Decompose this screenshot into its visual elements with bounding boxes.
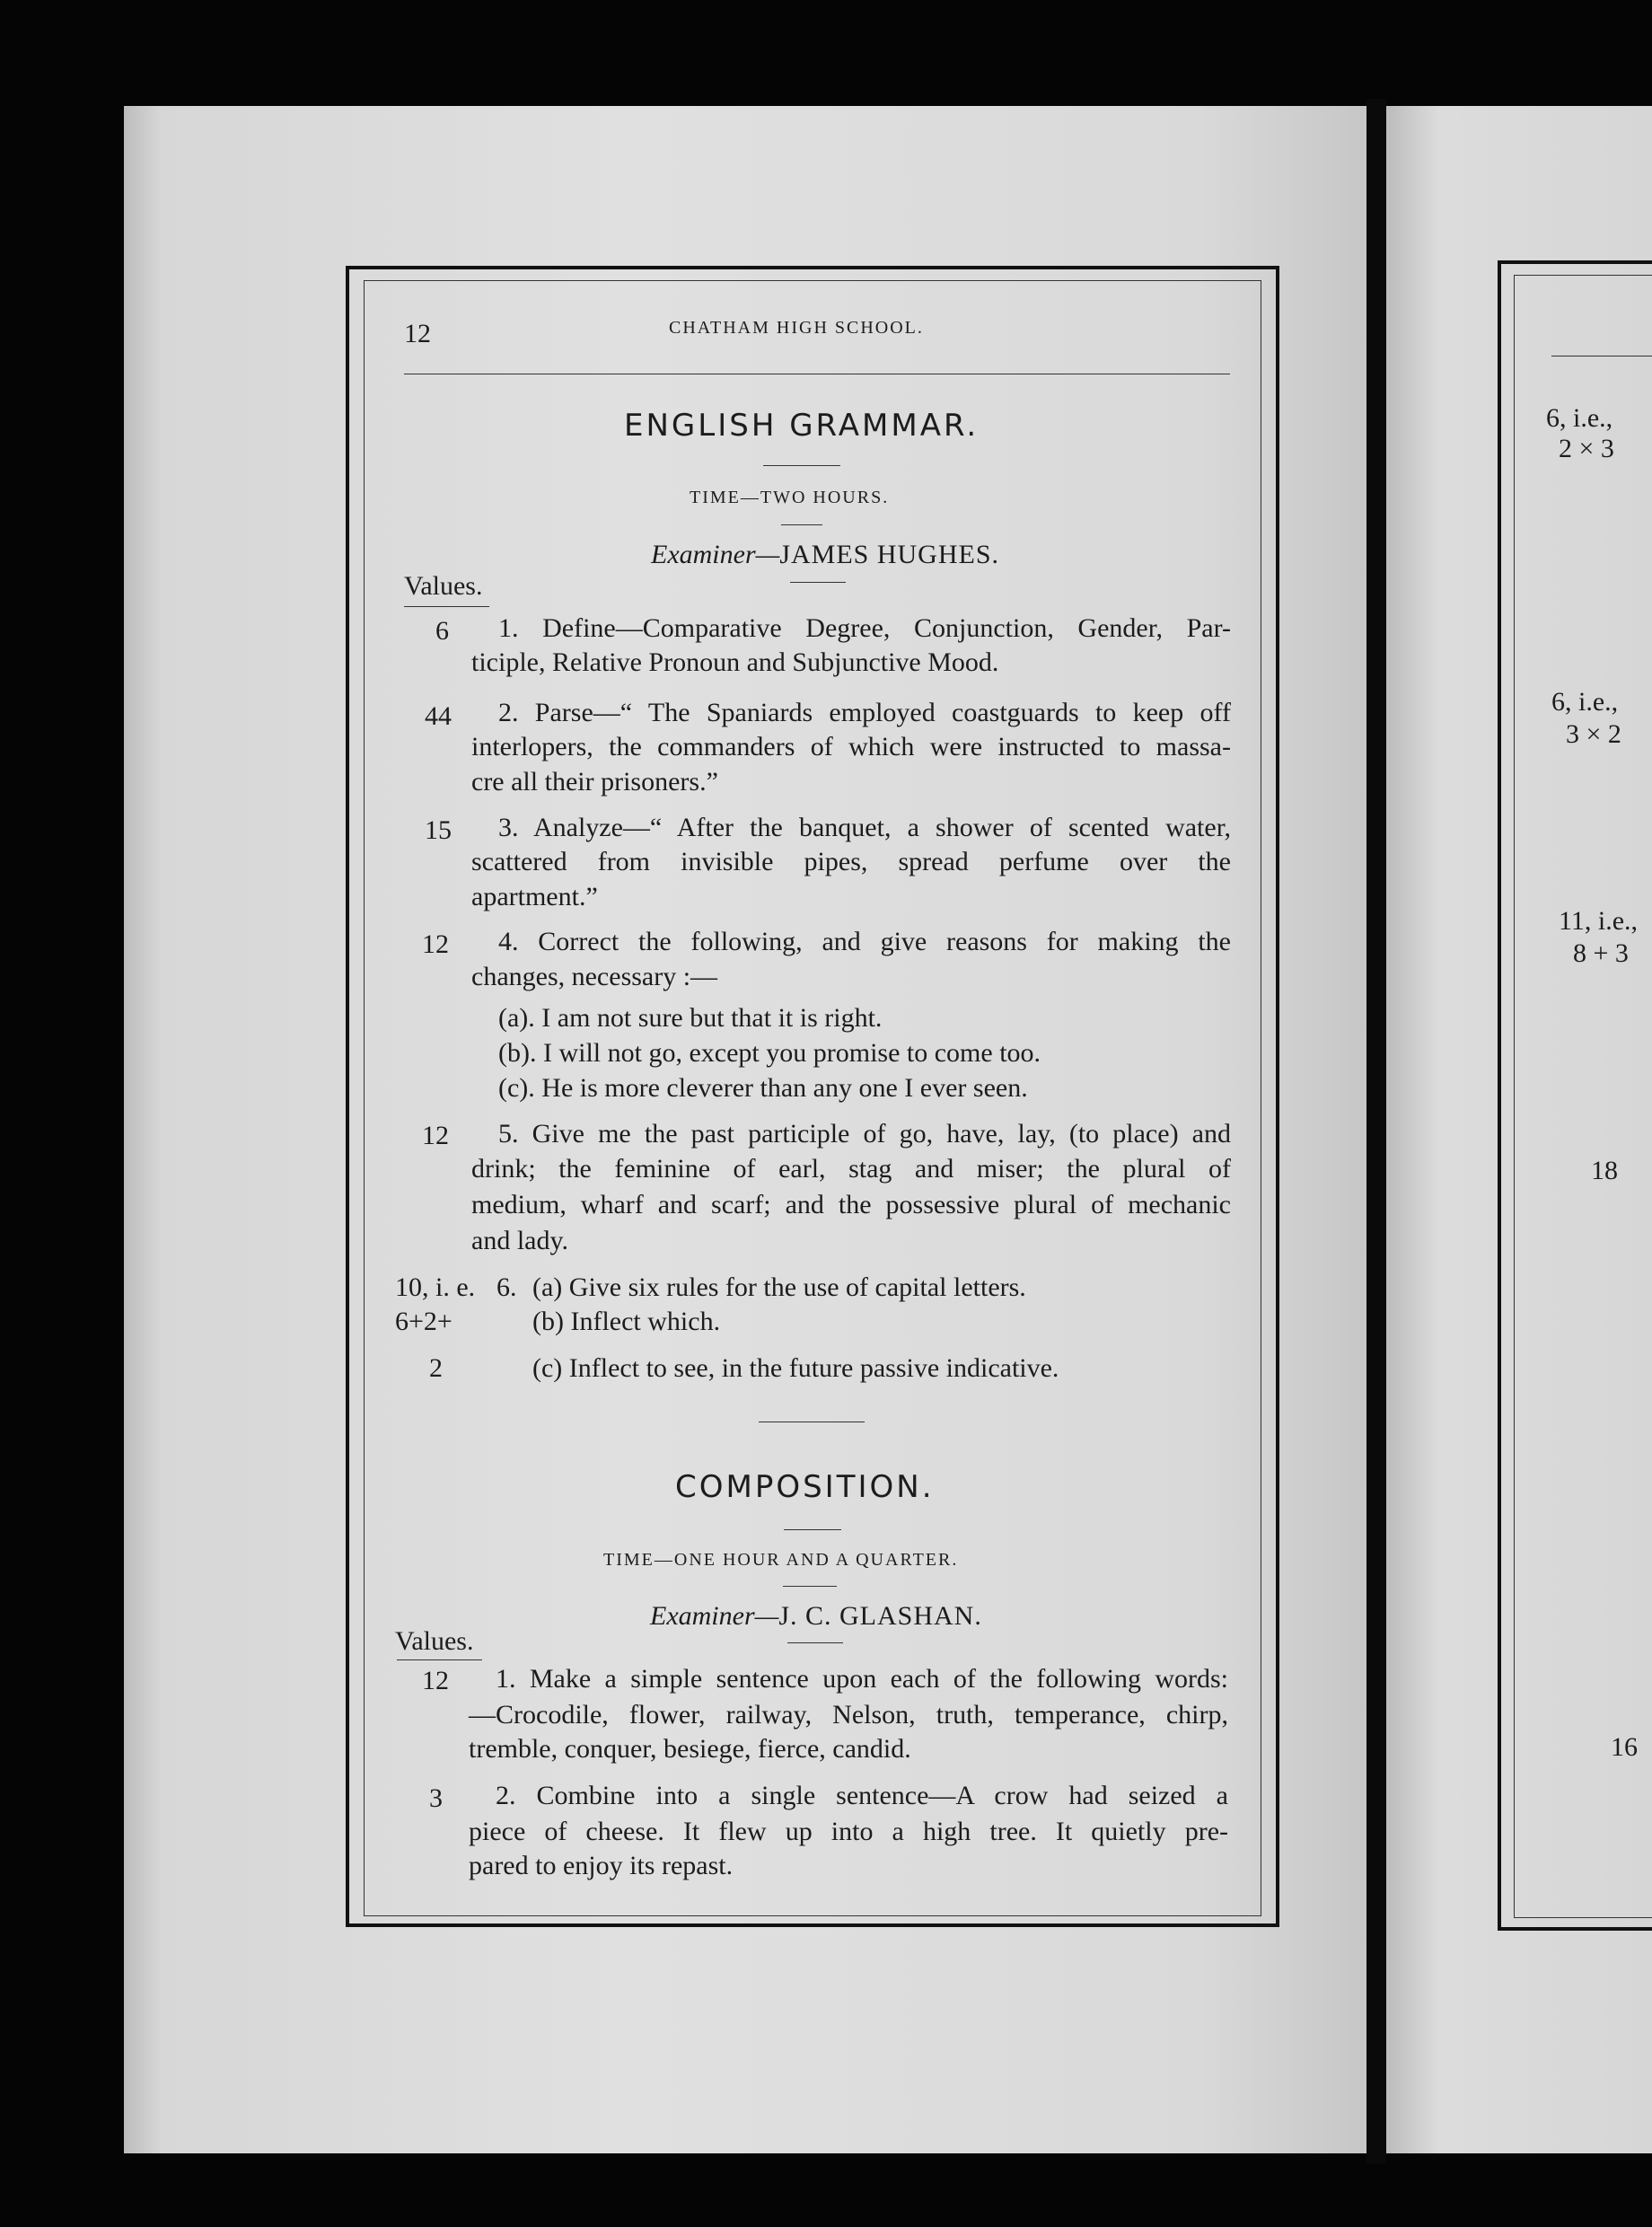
- right-value: 16: [1611, 1732, 1638, 1762]
- composition-examiner-name: J. C. GLASHAN.: [778, 1601, 982, 1631]
- question-line: pared to enjoy its repast.: [469, 1851, 734, 1880]
- grammar-examiner-label: Examiner—: [651, 540, 780, 569]
- sub-item: (c) Inflect to see, in the future passive indicative.: [532, 1353, 1059, 1383]
- question-line: 5. Give me the past participle of go, have, lay, (to place) and: [498, 1119, 1231, 1149]
- question-value: 10, i. e.: [395, 1272, 476, 1302]
- question-line: changes, necessary :—: [471, 962, 718, 991]
- book-spine: [1366, 99, 1386, 2164]
- grammar-values-label: Values.: [404, 571, 483, 601]
- running-title: CHATHAM HIGH SCHOOL.: [669, 318, 924, 338]
- question-line: 3. Analyze—“ After the banquet, a shower of scented water,: [498, 813, 1231, 842]
- question-line: and lady.: [471, 1226, 569, 1255]
- question-value: 12: [422, 1666, 449, 1695]
- question-line: 4. Correct the following, and give reasons for making the: [498, 927, 1231, 956]
- question-number: 6.: [496, 1272, 517, 1302]
- sub-item: (b) Inflect which.: [532, 1307, 721, 1336]
- composition-values-rule: [397, 1659, 482, 1660]
- question-line: ticiple, Relative Pronoun and Subjunctive Mood.: [471, 647, 999, 677]
- composition-examiner: [650, 1598, 982, 1634]
- composition-title: COMPOSITION.: [675, 1469, 935, 1505]
- question-value: 6+2+: [395, 1307, 453, 1336]
- right-value: 8 + 3: [1573, 938, 1629, 968]
- grammar-examiner-name: JAMES HUGHES.: [779, 540, 1000, 569]
- question-value: 44: [425, 701, 452, 731]
- grammar-values-rule: [404, 606, 489, 607]
- composition-time-rule: [783, 1586, 837, 1587]
- right-value: 11, i.e.,: [1559, 906, 1639, 936]
- composition-examiner-label: Examiner—: [650, 1601, 779, 1631]
- right-value: 3 × 2: [1566, 719, 1621, 749]
- question-line: tremble, conquer, besiege, fierce, candid.: [469, 1734, 911, 1764]
- question-line: 1. Make a simple sentence upon each of the following words:: [496, 1664, 1228, 1694]
- question-value: 3: [429, 1783, 443, 1813]
- grammar-time: TIME—TWO HOURS.: [690, 488, 890, 507]
- question-value: 12: [422, 1121, 449, 1150]
- grammar-time-rule: [781, 524, 822, 525]
- question-value: 12: [422, 929, 449, 959]
- question-line: 1. Define—Comparative Degree, Conjunction, Gender, Par-: [498, 613, 1231, 643]
- question-value: 15: [425, 815, 452, 845]
- question-line: apartment.”: [471, 882, 598, 911]
- question-value: 2: [429, 1353, 443, 1383]
- sub-item: (c). He is more cleverer than any one I ever seen.: [498, 1073, 1028, 1103]
- right-page-border-inner: [1514, 275, 1652, 1918]
- question-line: drink; the feminine of earl, stag and miser; the plural of: [471, 1154, 1231, 1184]
- question-value: 6: [435, 616, 449, 646]
- question-line: interlopers, the commanders of which were instructed to massa-: [471, 732, 1231, 761]
- composition-examiner-rule: [787, 1642, 843, 1643]
- question-line: —Crocodile, flower, railway, Nelson, truth, temperance, chirp,: [469, 1700, 1228, 1730]
- sub-item: (a). I am not sure but that it is right.: [498, 1003, 883, 1033]
- right-value: 6, i.e.,: [1546, 403, 1613, 433]
- question-line: medium, wharf and scarf; and the possessive plural of mechanic: [471, 1190, 1231, 1219]
- composition-time: TIME—ONE HOUR AND A QUARTER.: [603, 1550, 959, 1570]
- sub-item: (a) Give six rules for the use of capital letters.: [532, 1272, 1026, 1302]
- page-number: 12: [404, 319, 431, 348]
- right-value: 2 × 3: [1559, 434, 1614, 463]
- grammar-examiner-rule: [790, 582, 846, 583]
- question-line: 2. Parse—“ The Spaniards employed coastguards to keep off: [498, 698, 1231, 727]
- right-value: 6, i.e.,: [1551, 687, 1619, 717]
- sub-item: (b). I will not go, except you promise to come too.: [498, 1038, 1041, 1068]
- question-line: piece of cheese. It flew up into a high tree. It quietly pre-: [469, 1817, 1228, 1846]
- composition-title-rule: [784, 1529, 841, 1530]
- grammar-title-rule: [763, 465, 840, 466]
- question-line: 2. Combine into a single sentence—A crow had seized a: [496, 1781, 1228, 1810]
- right-value: 18: [1591, 1156, 1618, 1185]
- grammar-title: ENGLISH GRAMMAR.: [624, 408, 980, 444]
- question-line: scattered from invisible pipes, spread perfume over the: [471, 847, 1231, 876]
- grammar-examiner: [651, 537, 999, 573]
- question-line: cre all their prisoners.”: [471, 767, 718, 797]
- composition-values-label: Values.: [395, 1626, 474, 1656]
